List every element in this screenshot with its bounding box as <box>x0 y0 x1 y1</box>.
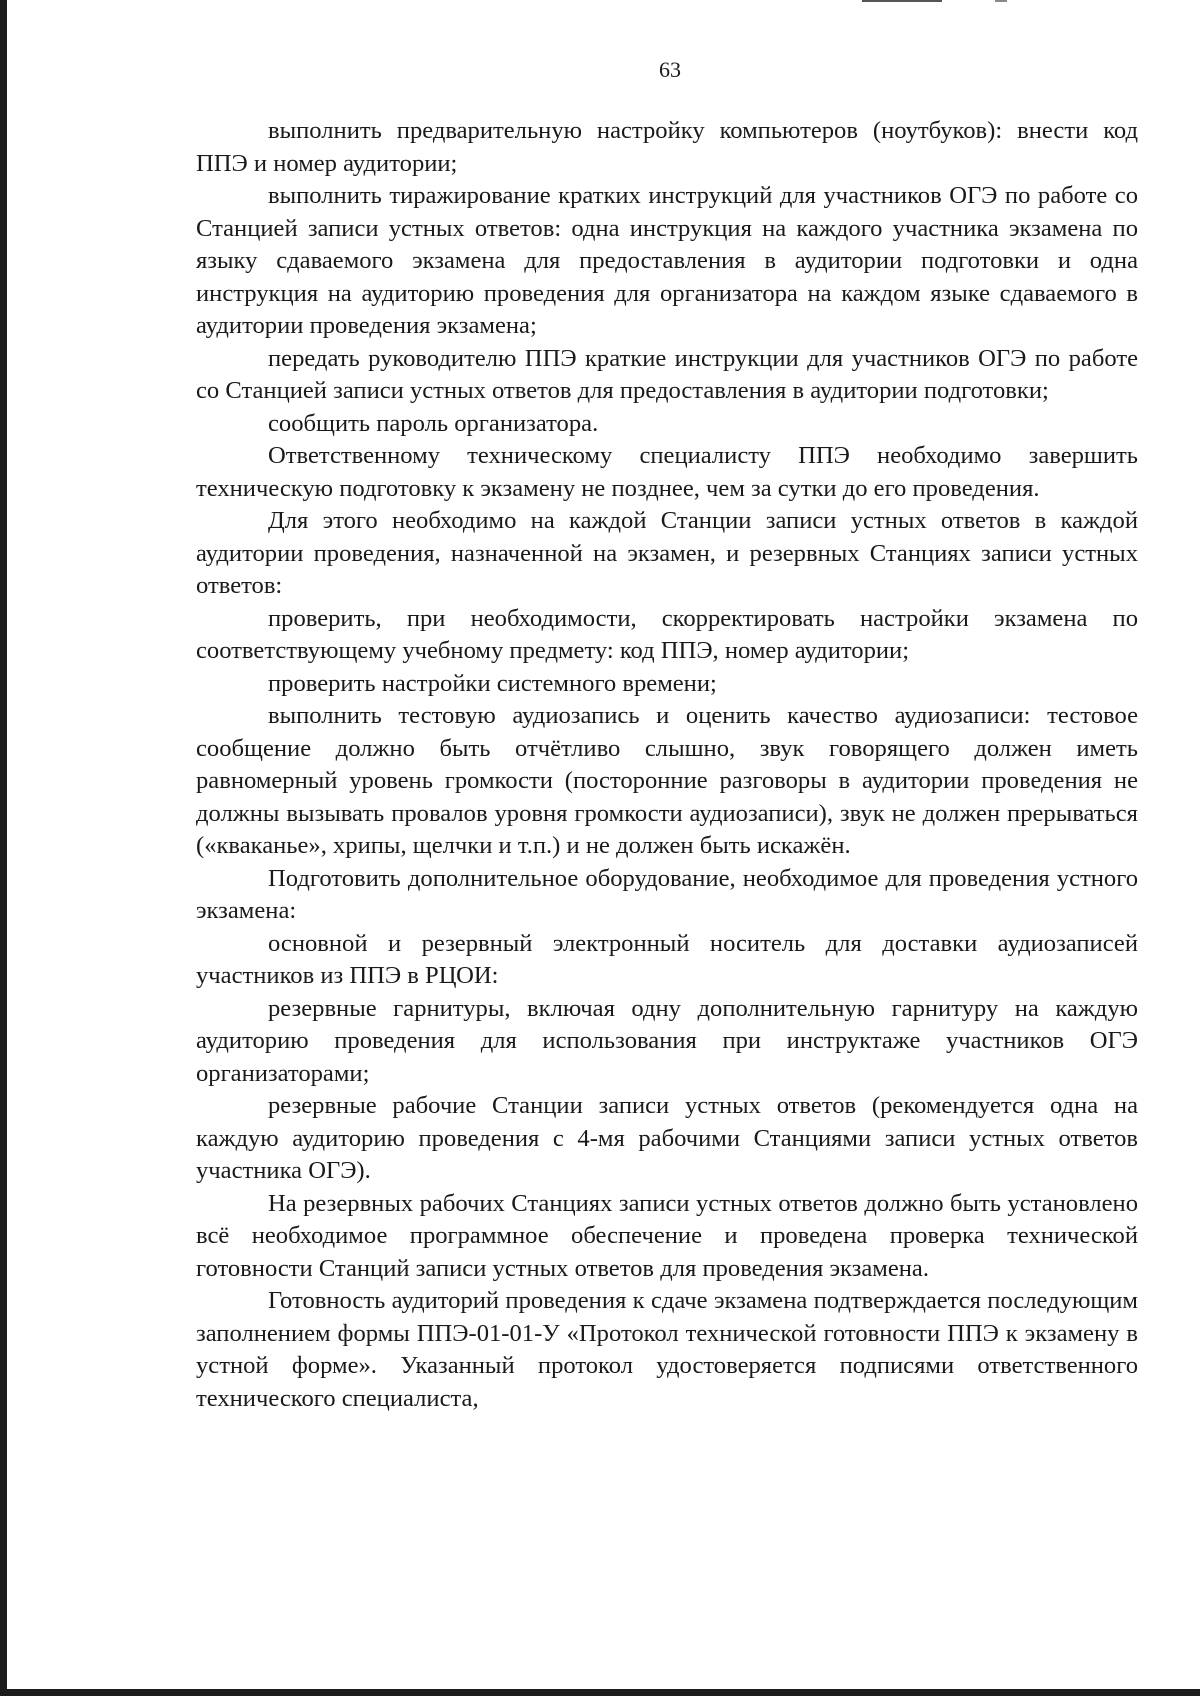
paragraph: резервные рабочие Станции записи устных ответов (рекомендуется одна на каждую аудиторию проведения с 4-мя рабочими Станциями записи устных ответов участника ОГЭ). <box>196 1092 1138 1184</box>
paragraph: Готовность аудиторий проведения к сдаче экзамена подтверждается последующим заполнением формы ППЭ-01-01-У «Протокол технической готовности ППЭ к экзамену в устной форме». Указанный протокол удостоверяется подписями ответственного технического специалиста, <box>196 1287 1138 1412</box>
scan-border-bottom <box>0 1689 1200 1696</box>
paragraph: передать руководителю ППЭ краткие инструкции для участников ОГЭ по работе со Станцией записи устных ответов для предоставления в аудитории подготовки; <box>196 344 1138 404</box>
scan-mark <box>995 0 1007 2</box>
scan-mark <box>862 0 942 2</box>
paragraph: Подготовить дополнительное оборудование, необходимое для проведения устного экзамена: <box>196 864 1138 924</box>
paragraph: основной и резервный электронный носитель для доставки аудиозаписей участников из ППЭ в РЦОИ: <box>196 929 1138 989</box>
scan-border-left <box>0 0 7 1696</box>
paragraph: Для этого необходимо на каждой Станции записи устных ответов в каждой аудитории проведения, назначенной на экзамен, и резервных Станциях записи устных ответов: <box>196 507 1138 599</box>
page-number: 63 <box>659 57 681 82</box>
paragraph: проверить настройки системного времени; <box>268 669 717 697</box>
paragraph: выполнить тестовую аудиозапись и оценить качество аудиозаписи: тестовое сообщение должно быть отчётливо слышно, звук говорящего должен иметь равномерный уровень громкости (посторонние разговоры в аудитории проведения не должны вызывать провалов уровня громкости аудиозаписи), звук не должен прерываться («кваканье», хрипы, щелчки и т.п.) и не должен быть искажён. <box>196 702 1138 859</box>
paragraph: резервные гарнитуры, включая одну дополнительную гарнитуру на каждую аудиторию проведения для использования при инструктаже участников ОГЭ организаторами; <box>196 994 1138 1087</box>
paragraph: выполнить предварительную настройку компьютеров (ноутбуков): внести код ППЭ и номер аудитории; <box>196 117 1138 177</box>
paragraph: проверить, при необходимости, скорректировать настройки экзамена по соответствующему учебному предмету: код ППЭ, номер аудитории; <box>196 604 1138 664</box>
document-body <box>196 115 1138 1415</box>
paragraph: Ответственному техническому специалисту ППЭ необходимо завершить техническую подготовку к экзамену не позднее, чем за сутки до его проведения. <box>196 442 1138 502</box>
paragraph: выполнить тиражирование кратких инструкций для участников ОГЭ по работе со Станцией записи устных ответов: одна инструкция на каждого участника экзамена по языку сдаваемого экзамена для предоставления в аудитории подготовки и одна инструкция на аудиторию проведения для организатора на каждом языке сдаваемого в аудитории проведения экзамена; <box>196 182 1138 339</box>
paragraph: сообщить пароль организатора. <box>268 409 599 437</box>
paragraph: На резервных рабочих Станциях записи устных ответов должно быть установлено всё необходимое программное обеспечение и проведена проверка технической готовности Станций записи устных ответов для проведения экзамена. <box>196 1189 1138 1282</box>
